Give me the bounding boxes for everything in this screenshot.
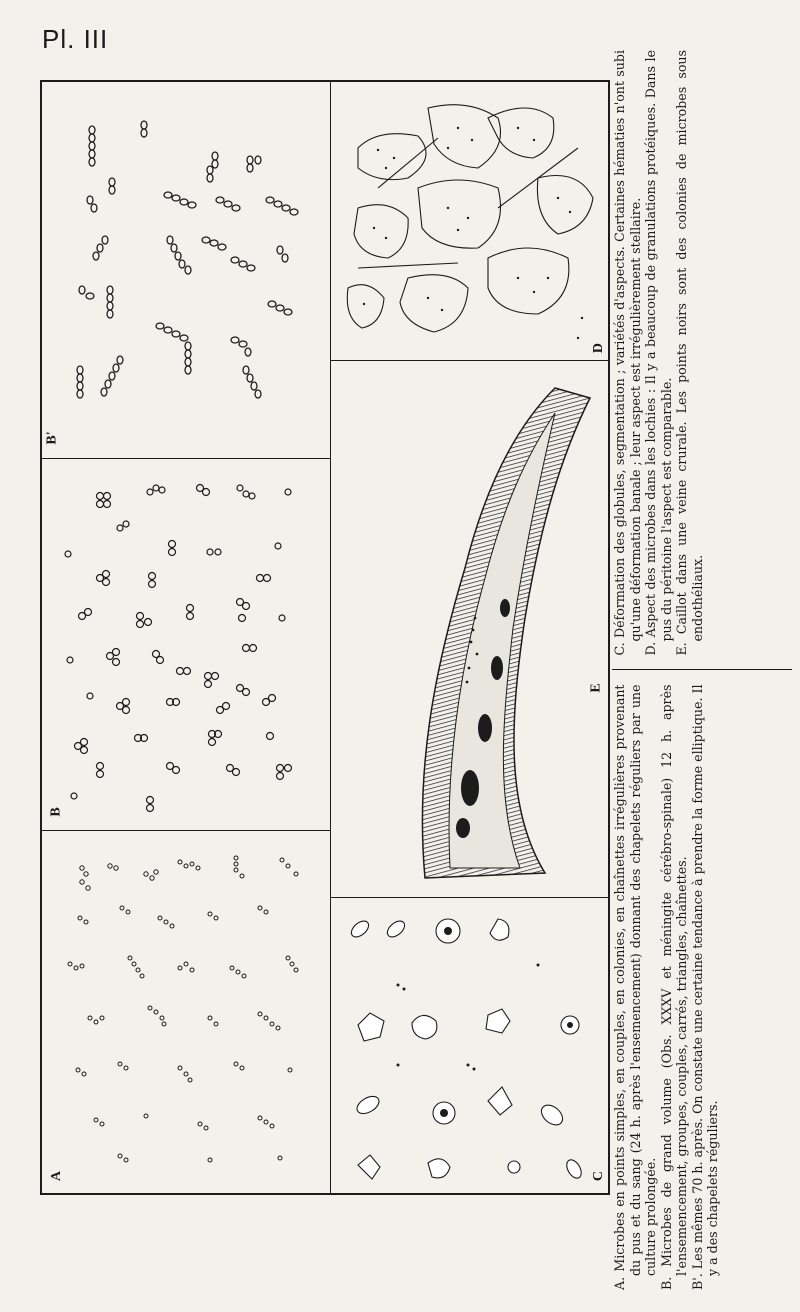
panel-label-e: E — [588, 683, 604, 693]
panel-label-c: C — [591, 1170, 607, 1182]
panel-a-illustration — [60, 838, 325, 1188]
caption-b: B. Microbes de grand volume (Obs. XXXV et méningite cérébro-spinale) 12 h. après l'ensemencement, groupes, couples, carrés, triangles, chaînettes. — [658, 684, 689, 1290]
panel-b-illustration — [60, 466, 325, 826]
divider-e-c — [330, 897, 610, 898]
caption-bprime: B'. Les mêmes 70 h. après. On constate une certaine tendance à prendre la forme elliptique. Il y a des chapelets réguliers. — [689, 684, 720, 1290]
panel-label-d: D — [591, 342, 607, 354]
panel-label-bprime: B' — [44, 431, 60, 445]
caption-e: E. Caillot dans une veine crurale. Les points noirs sont des colonies de microbes sous endothéliaux. — [674, 50, 705, 656]
panel-bprime-illustration — [60, 90, 325, 450]
panel-label-b: B — [48, 807, 64, 817]
column-divider — [330, 80, 331, 1195]
panel-label-a: A — [49, 1170, 65, 1182]
plate-caption — [612, 50, 792, 1290]
panel-c-illustration — [338, 905, 603, 1190]
divider-bprime-b — [40, 458, 330, 459]
caption-d: D. Aspect des microbes dans les lochies : Il y a beaucoup de granulations protéiques. Dans le pus du péritoine l'aspect est comparable. — [643, 50, 674, 656]
panel-d-illustration — [338, 88, 603, 353]
caption-divider — [612, 670, 792, 671]
cocci-chain — [77, 121, 298, 398]
divider-b-a — [40, 830, 330, 831]
caption-c: C. Déformation des globules, segmentation ; variétés d'aspects. Certaines hématies n'ont subi qu'une déformation banale ; leur aspect est irrégulièrement stellaire. — [612, 50, 643, 656]
caption-right-column — [612, 50, 792, 656]
caption-left-column — [612, 685, 792, 1291]
panel-e-illustration — [345, 368, 600, 888]
plate-title: Pl. III — [42, 24, 109, 54]
divider-d-e — [330, 360, 610, 361]
caption-a: A. Microbes en points simples, en couples, en colonies, en chaînettes irrégulières provenant du pus et du sang (24 h. après l'ensemencement) donnant des chapelets réguliers par une culture prolongée. — [612, 684, 658, 1290]
